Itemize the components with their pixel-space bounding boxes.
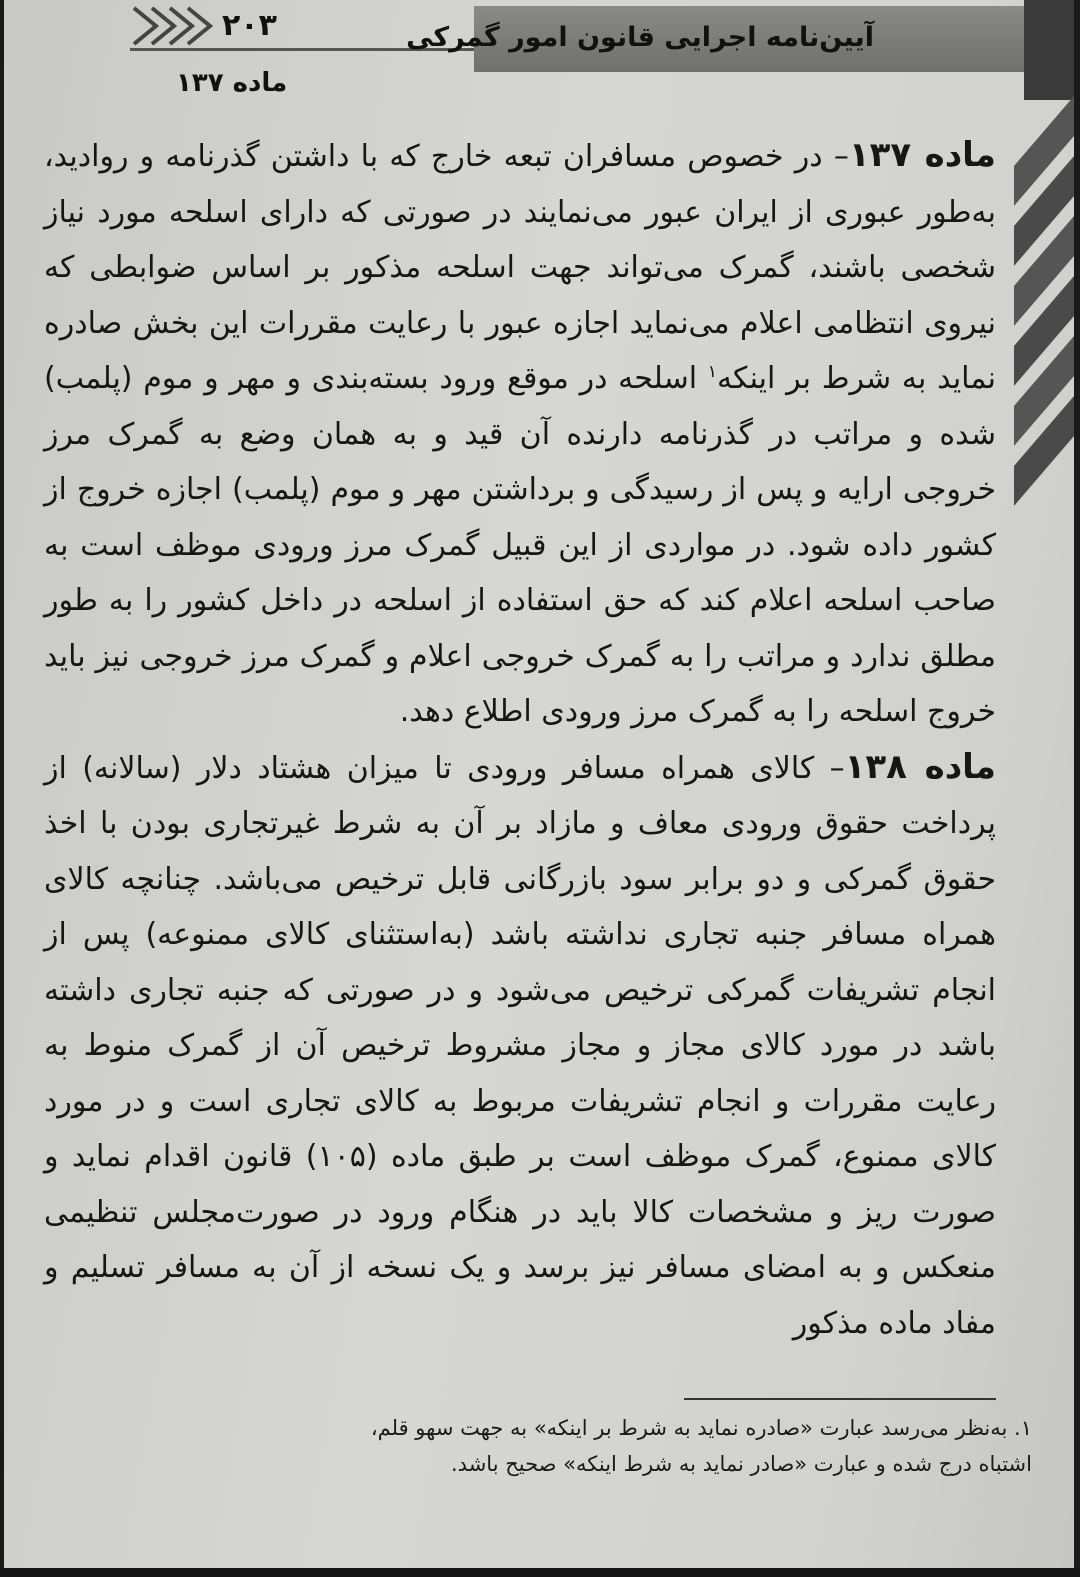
footnote-line: ۱. به‌نظر می‌رسد عبارت «صادره نماید به شرط بر اینکه» به جهت سهو قلم،: [370, 1416, 1032, 1440]
footnote-line: اشتباه درج شده و عبارت «صادر نماید به شرط اینکه» صحیح باشد.: [451, 1452, 1032, 1476]
header-corner-block: [1024, 0, 1074, 100]
book-page: [4, 0, 1074, 1568]
article-137: [44, 128, 996, 740]
side-stripes-ornament-icon: [1014, 96, 1074, 516]
page-header-title: آیین‌نامه اجرایی قانون امور گمرکی: [406, 22, 874, 53]
photo-bottom-edge: [0, 1568, 1080, 1577]
article-text: – کالای همراه مسافر ورودی تا میزان هشتاد دلار (سالانه) از پرداخت حقوق ورودی معاف و مازاد بر آن به شرط غیرتجاری بودن با اخذ حقوق گمرکی و دو برابر سود بازرگانی قابل ترخیص می‌باشد. چنانچه کالای همراه مسافر جنبه تجاری نداشته باشد (به‌استثنای کالای ممنوعه) پس از انجام تشریفات گمرکی ترخیص می‌شود و در صورتی که جنبه تجاری داشته باشد در مورد کالای مجاز و مجاز مشروط ترخیص آن از گمرک منوط به رعایت مقررات و انجام تشریفات مربوط به کالای تجاری است و در مورد کالای ممنوع، گمرک موظف است بر طبق ماده (۱۰۵) قانون اقدام نماید و صورت ریز و مشخصات کالا باید در هنگام ورود در صورت‌مجلس تنظیمی منعکس و به امضای مسافر نیز برسد و یک نسخه از آن به مسافر تسلیم و مفاد ماده مذکور: [44, 750, 996, 1341]
page-number: ۲۰۳: [222, 8, 277, 43]
footnote-reference: ۱: [707, 362, 717, 382]
running-head: ماده ۱۳۷: [176, 68, 288, 98]
article-text-continued: اسلحه در موقع ورود بسته‌بندی و مهر و موم (پلمب) شده و مراتب در گذرنامه دارنده آن قید و به همان وضع به گمرک مرز خروجی ارایه و پس از رسیدگی و برداشتن مهر و موم (پلمب) اجازه خروج از کشور داده شود. در مواردی از این قبیل گمرک مرز ورودی موظف است به صاحب اسلحه اعلام کند که حق استفاده از اسلحه در داخل کشور را به طور مطلق ندارد و مراتب را به گمرک خروجی اعلام و گمرک مرز خروجی نیز باید خروج اسلحه را به گمرک مرز ورودی اطلاع دهد.: [44, 361, 996, 729]
article-label: ماده ۱۳۷: [848, 135, 996, 175]
article-138: [44, 740, 996, 1352]
footnote-divider: [684, 1398, 996, 1400]
page-body: [44, 128, 996, 1351]
footnotes: [204, 1410, 1032, 1482]
article-label: ماده ۱۳۸: [844, 746, 996, 787]
chevron-ornament-icon: [130, 4, 220, 48]
article-text: – در خصوص مسافران تبعه خارج که با داشتن گذرنامه و روادید، به‌طور عبوری از ایران عبور می‌نمایند در صورتی که دارای اسلحه مورد نیاز شخصی باشند، گمرک می‌تواند جهت اسلحه مذکور بر اساس ضوابطی که نیروی انتظامی اعلام می‌نماید اجازه عبور با رعایت مقررات این بخش صادره نماید به شرط بر اینکه: [44, 139, 997, 396]
